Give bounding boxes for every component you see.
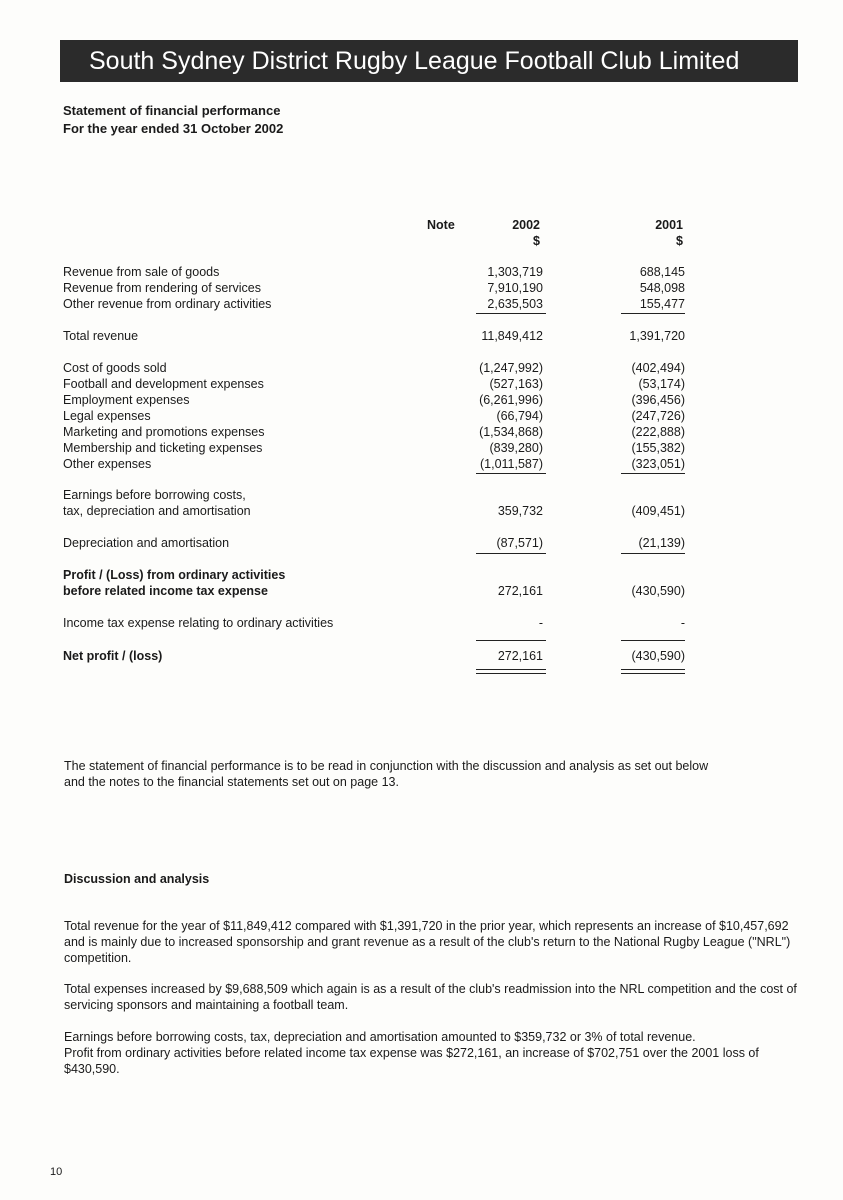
table-row: [0, 583, 843, 599]
value-2002: (87,571): [496, 536, 543, 550]
table-row: [0, 328, 843, 344]
value-2002: 272,161: [497, 649, 543, 663]
table-row: [0, 392, 843, 408]
club-name-banner: South Sydney District Rugby League Football Club Limited: [60, 40, 798, 82]
value-2002: 1,303,719: [487, 265, 543, 279]
statement-title: Statement of financial performance: [63, 103, 281, 118]
table-row: [0, 503, 843, 519]
row-label: Net profit / (loss): [63, 649, 163, 663]
subtotal-rule: [476, 313, 546, 314]
value-2001: (396,456): [631, 393, 685, 407]
value-2001: (222,888): [631, 425, 685, 439]
subtotal-rule: [621, 313, 685, 314]
double-underline: [476, 673, 546, 674]
row-label: Membership and ticketing expenses: [63, 441, 263, 455]
column-header-2001: 2001: [655, 218, 683, 232]
value-2002: (6,261,996): [479, 393, 543, 407]
value-2001: 155,477: [639, 297, 685, 311]
table-row: [0, 280, 843, 296]
subtotal-rule: [621, 553, 685, 554]
value-2001: 688,145: [639, 265, 685, 279]
row-label: Legal expenses: [63, 409, 151, 423]
row-label: tax, depreciation and amortisation: [63, 504, 251, 518]
row-label: Cost of goods sold: [63, 361, 167, 375]
value-2002: 2,635,503: [487, 297, 543, 311]
page-number: 10: [50, 1166, 63, 1178]
value-2002: (839,280): [489, 441, 543, 455]
double-underline: [621, 673, 685, 674]
row-label: Employment expenses: [63, 393, 190, 407]
table-row: [0, 360, 843, 376]
row-label: Football and development expenses: [63, 377, 264, 391]
statement-period: For the year ended 31 October 2002: [63, 121, 284, 136]
subtotal-rule: [476, 640, 546, 641]
value-2001: (409,451): [631, 504, 685, 518]
subtotal-rule: [476, 473, 546, 474]
value-2002: -: [538, 616, 543, 630]
table-row: [0, 487, 843, 503]
statement-note: [64, 758, 799, 790]
value-2001: (430,590): [631, 649, 685, 663]
value-2002: 7,910,190: [487, 281, 543, 295]
table-row: [0, 456, 843, 472]
table-row: [0, 648, 843, 664]
note-line: and the notes to the financial statements set out on page 13.: [64, 775, 399, 789]
value-2002: 272,161: [497, 584, 543, 598]
value-2002: (66,794): [496, 409, 543, 423]
currency-2001: $: [676, 234, 683, 248]
note-line: The statement of financial performance is to be read in conjunction with the discussion and analysis as set out below: [64, 759, 709, 773]
row-label: Earnings before borrowing costs,: [63, 488, 246, 502]
column-header-2002: 2002: [512, 218, 540, 232]
row-label: Depreciation and amortisation: [63, 536, 230, 550]
value-2001: 1,391,720: [629, 329, 685, 343]
value-2002: 11,849,412: [481, 329, 543, 343]
discussion-paragraph: Total expenses increased by $9,688,509 which again is as a result of the club's readmission into the NRL competition and the cost of servicing sponsors and maintaining a football team.: [64, 982, 797, 1012]
table-row: [0, 408, 843, 424]
column-header-note: Note: [427, 218, 455, 232]
value-2001: (402,494): [631, 361, 685, 375]
table-row: [0, 296, 843, 312]
value-2001: (323,051): [631, 457, 685, 471]
table-row: [0, 567, 843, 583]
discussion-paragraph: Earnings before borrowing costs, tax, depreciation and amortisation amounted to $359,732 or 3% of total revenue.: [64, 1030, 696, 1044]
value-2001: 548,098: [639, 281, 685, 295]
value-2001: -: [680, 616, 685, 630]
subtotal-rule: [621, 640, 685, 641]
value-2001: (155,382): [631, 441, 685, 455]
table-row: [0, 535, 843, 551]
value-2002: (1,534,868): [479, 425, 543, 439]
row-label: Income tax expense relating to ordinary activities: [63, 616, 334, 630]
value-2001: (21,139): [638, 536, 685, 550]
double-underline: [621, 669, 685, 670]
row-label: Total revenue: [63, 329, 139, 343]
row-label: before related income tax expense: [63, 584, 268, 598]
table-row: [0, 615, 843, 631]
discussion-paragraph: Total revenue for the year of $11,849,412 compared with $1,391,720 in the prior year, which represents an increase of $10,457,692 and is mainly due to increased sponsorship and grant revenue as a result of the club's return to the National Rugby League ("NRL") competition.: [64, 919, 791, 965]
row-label: Marketing and promotions expenses: [63, 425, 265, 439]
currency-2002: $: [533, 234, 540, 248]
value-2002: (1,011,587): [479, 457, 543, 471]
value-2002: (1,247,992): [479, 361, 543, 375]
discussion-paragraph: Profit from ordinary activities before related income tax expense was $272,161, an increase of $702,751 over the 2001 loss of $430,590.: [64, 1046, 759, 1076]
value-2001: (247,726): [631, 409, 685, 423]
value-2002: (527,163): [489, 377, 543, 391]
row-label: Other expenses: [63, 457, 152, 471]
value-2001: (53,174): [638, 377, 685, 391]
row-label: Revenue from sale of goods: [63, 265, 220, 279]
table-row: [0, 376, 843, 392]
row-label: Other revenue from ordinary activities: [63, 297, 272, 311]
subtotal-rule: [621, 473, 685, 474]
table-row: [0, 424, 843, 440]
row-label: Profit / (Loss) from ordinary activities: [63, 568, 286, 582]
value-2001: (430,590): [631, 584, 685, 598]
value-2002: 359,732: [497, 504, 543, 518]
subtotal-rule: [476, 553, 546, 554]
discussion-heading: Discussion and analysis: [64, 872, 210, 886]
double-underline: [476, 669, 546, 670]
row-label: Revenue from rendering of services: [63, 281, 262, 295]
table-row: [0, 440, 843, 456]
table-row: [0, 264, 843, 280]
